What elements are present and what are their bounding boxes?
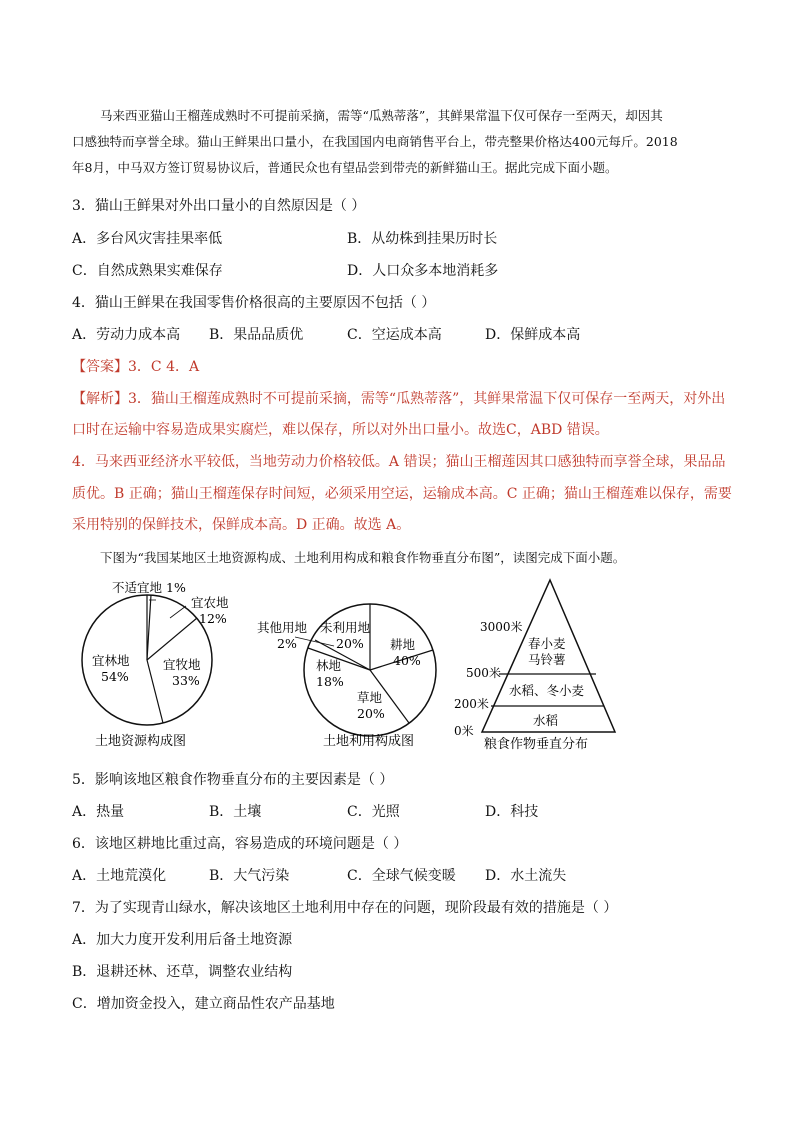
altitude-0: 0米: [454, 724, 474, 738]
land-use-label-other: 其他用地: [257, 620, 308, 635]
land-resource-label-forest: 宜林地: [92, 653, 130, 668]
crop-zone-top-line-2: 马铃薯: [528, 652, 566, 667]
answer-line: 【答案】3．C 4．A: [72, 359, 200, 375]
crop-zone-bottom: 水稻: [533, 713, 559, 728]
question-6-option-b: B．大气污染: [209, 868, 290, 884]
question-4-option-c: C．空运成本高: [347, 327, 442, 343]
question-6-option-c: C．全球气候变暖: [347, 868, 456, 884]
altitude-3000: 3000米: [480, 620, 523, 634]
passage1-line-3: 年8月，中马双方签订贸易协议后，普通民众也有望品尝到带壳的新鲜猫山王。据此完成下面小题。: [72, 160, 618, 175]
land-use-value-other: 2%: [277, 636, 297, 651]
question-5-option-b: B．土壤: [209, 804, 262, 820]
land-resource-label-unsuitable: 不适宜地: [112, 580, 163, 595]
question-3-option-a: A．多台风灾害挂果率低: [72, 231, 223, 247]
question-4-option-d: D．保鲜成本高: [485, 327, 581, 343]
land-resource-value-pasture: 33%: [172, 673, 200, 688]
question-3-option-b: B．从幼株到挂果历时长: [347, 231, 498, 247]
land-use-value-grass: 20%: [357, 706, 385, 721]
land-resource-value-forest: 54%: [101, 669, 129, 684]
land-use-value-cropland: 40%: [393, 653, 421, 668]
question-4-stem: 4．猫山王鲜果在我国零售价格很高的主要原因不包括（ ）: [72, 295, 436, 311]
question-6-option-a: A．土地荒漠化: [72, 868, 167, 884]
question-7-option-c: C．增加资金投入，建立商品性农产品基地: [72, 996, 335, 1012]
land-use-label-grass: 草地: [357, 690, 383, 705]
land-use-value-unused: 20%: [336, 636, 364, 651]
question-5-option-c: C．光照: [347, 804, 400, 820]
question-5-option-d: D．科技: [485, 804, 539, 820]
crop-pyramid: [454, 580, 615, 752]
question-3-option-d: D．人口众多本地消耗多: [347, 263, 499, 279]
land-use-label-forest: 林地: [316, 658, 342, 673]
land-use-label-unused: 未利用地: [320, 620, 371, 635]
question-4-option-a: A．劳动力成本高: [72, 327, 181, 343]
question-6-stem: 6．该地区耕地比重过高，容易造成的环境问题是（ ）: [72, 836, 408, 852]
passage2-line: 下图为“我国某地区土地资源构成、土地利用构成和粮食作物垂直分布图”，读图完成下面小题。: [100, 550, 626, 565]
land-figure: [0, 570, 794, 760]
analysis-line-3: 4．马来西亚经济水平较低，当地劳动力价格较低。A 错误；猫山王榴莲因其口感独特而享誉全球，果品品: [72, 454, 726, 470]
analysis-line-4: 质优。B 正确；猫山王榴莲保存时间短，必须采用空运，运输成本高。C 正确；猫山王榴莲难以保存，需要: [72, 486, 732, 502]
question-5-option-a: A．热量: [72, 804, 125, 820]
question-3-option-c: C．自然成熟果实难保存: [72, 263, 223, 279]
land-resource-title: 土地资源构成图: [95, 734, 187, 749]
question-7-option-a: A．加大力度开发利用后备土地资源: [72, 932, 293, 948]
crop-zone-top-line-1: 春小麦: [528, 636, 566, 651]
land-resource-label-farm: 宜农地: [191, 595, 229, 610]
question-6-option-d: D．水土流失: [485, 868, 567, 884]
altitude-500: 500米: [466, 666, 501, 680]
passage1-line-2: 口感独特而享誉全球。猫山王鲜果出口量小，在我国国内电商销售平台上，带壳整果价格达400元每斤。2018: [72, 134, 678, 149]
land-resource-pie: [82, 580, 229, 749]
land-use-label-cropland: 耕地: [390, 637, 416, 652]
land-use-pie: [257, 604, 436, 749]
land-resource-value-farm: 12%: [199, 611, 227, 626]
crop-pyramid-title: 粮食作物垂直分布: [484, 737, 589, 752]
land-use-title: 土地利用构成图: [323, 734, 415, 749]
question-4-option-b: B．果品品质优: [209, 327, 304, 343]
question-5-stem: 5．影响该地区粮食作物垂直分布的主要因素是（ ）: [72, 772, 394, 788]
analysis-line-1: 【解析】3．猫山王榴莲成熟时不可提前采摘，需等“瓜熟蒂落”，其鲜果常温下仅可保存一至两天，对外出: [72, 391, 726, 407]
crop-zone-middle: 水稻、冬小麦: [509, 683, 585, 698]
altitude-200: 200米: [454, 697, 489, 711]
land-resource-value-unsuitable: 1%: [166, 580, 186, 595]
question-3-stem: 3．猫山王鲜果对外出口量小的自然原因是（ ）: [72, 198, 366, 214]
analysis-line-5: 采用特别的保鲜技术，保鲜成本高。D 正确。故选 A。: [72, 517, 411, 533]
analysis-line-2: 口时在运输中容易造成果实腐烂，难以保存，所以对外出口量小。故选C，ABD 错误。: [72, 422, 609, 438]
passage1-line-1: 马来西亚猫山王榴莲成熟时不可提前采摘，需等“瓜熟蒂落”，其鲜果常温下仅可保存一至两天，却因其: [100, 108, 663, 123]
land-resource-label-pasture: 宜牧地: [163, 657, 201, 672]
land-use-value-forest: 18%: [316, 674, 344, 689]
question-7-stem: 7．为了实现青山绿水，解决该地区土地利用中存在的问题，现阶段最有效的措施是（ ）: [72, 900, 618, 916]
question-7-option-b: B．退耕还林、还草，调整农业结构: [72, 964, 293, 980]
